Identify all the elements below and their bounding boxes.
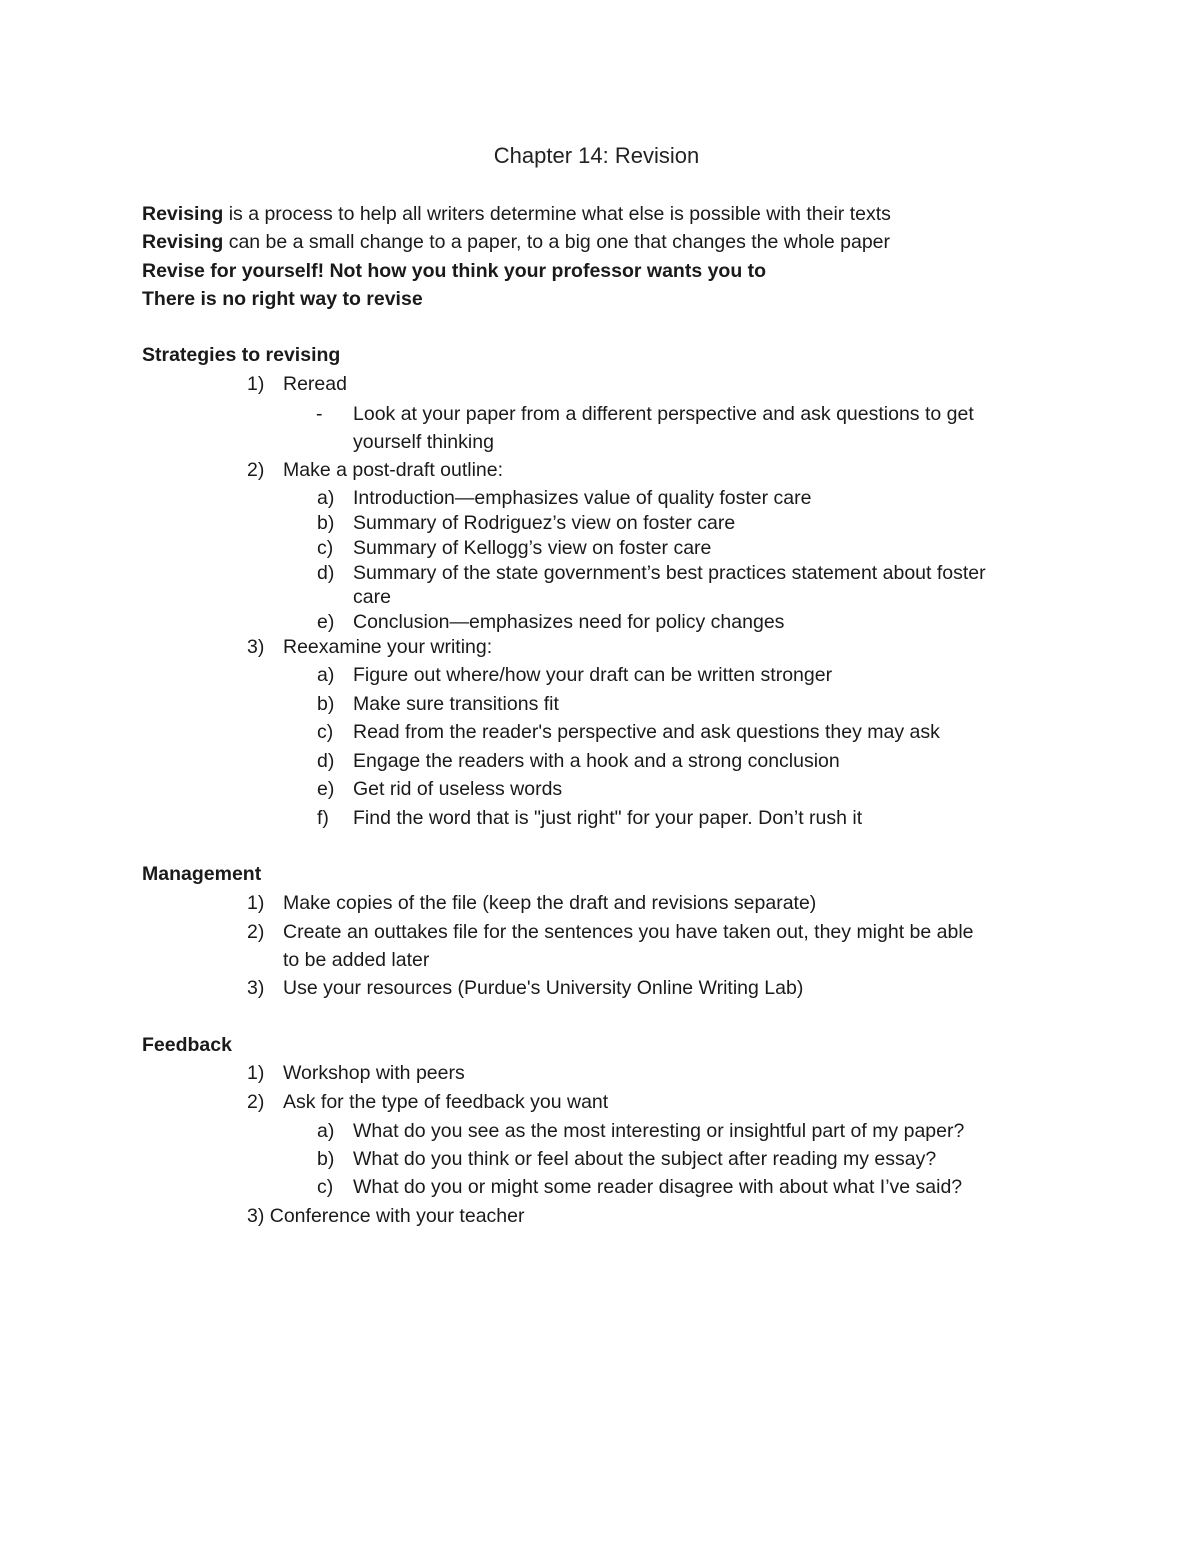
list-marker: e) [317,611,335,633]
list-marker: d) [317,562,335,584]
list-item-continuation: yourself thinking [353,431,494,453]
list-item: Look at your paper from a different perspective and ask questions to get [353,403,974,425]
intro-text: can be a small change to a paper, to a big one that changes the whole paper [223,231,891,253]
list-item: Summary of the state government’s best practices statement about foster [353,562,986,584]
list-marker: b) [317,693,335,715]
list-marker: c) [317,537,334,559]
intro-line-1 [142,202,891,226]
list-item: Reread [283,373,347,395]
intro-line-4: There is no right way to revise [142,288,423,310]
list-item: Get rid of useless words [353,778,563,800]
list-item: Summary of Kellogg’s view on foster care [353,537,712,559]
list-marker: e) [317,778,335,800]
list-marker: b) [317,512,335,534]
list-marker: 2) [247,1091,265,1113]
list-item: Introduction—emphasizes value of quality foster care [353,487,812,509]
list-marker: d) [317,750,335,772]
list-marker: 1) [247,1062,265,1084]
list-item: Find the word that is "just right" for your paper. Don’t rush it [353,807,863,829]
list-item: Make sure transitions fit [353,693,559,715]
list-marker: - [316,403,323,425]
intro-term: Revising [142,231,224,253]
list-item: 3) Conference with your teacher [247,1205,525,1227]
list-item: Summary of Rodriguez’s view on foster care [353,512,736,534]
list-item-continuation: care [353,586,391,608]
intro-term: Revising [142,203,224,225]
list-item: Read from the reader's perspective and ask questions they may ask [353,721,940,743]
intro-text: is a process to help all writers determine what else is possible with their texts [223,203,891,225]
list-item: Use your resources (Purdue's University Online Writing Lab) [283,977,804,999]
list-item: Make a post-draft outline: [283,459,504,481]
list-marker: b) [317,1148,335,1170]
section-heading-feedback: Feedback [142,1034,232,1056]
list-marker: 2) [247,921,265,943]
list-item: Figure out where/how your draft can be written stronger [353,664,833,686]
list-item: Workshop with peers [283,1062,465,1084]
list-marker: c) [317,721,334,743]
list-marker: 3) [247,977,265,999]
list-item: What do you or might some reader disagree with about what I’ve said? [353,1176,963,1198]
section-heading-strategies: Strategies to revising [142,344,341,366]
list-item: What do you think or feel about the subject after reading my essay? [353,1148,937,1170]
list-item: Ask for the type of feedback you want [283,1091,609,1113]
list-marker: 2) [247,459,265,481]
intro-line-2 [142,230,890,254]
page-title: Chapter 14: Revision [493,143,700,168]
list-item: Reexamine your writing: [283,636,493,658]
list-item: Conclusion—emphasizes need for policy changes [353,611,785,633]
list-item-continuation: to be added later [283,949,430,971]
list-item: What do you see as the most interesting or insightful part of my paper? [353,1120,965,1142]
list-marker: 3) [247,636,265,658]
list-marker: a) [317,1120,335,1142]
list-item: Engage the readers with a hook and a strong conclusion [353,750,840,772]
intro-line-3: Revise for yourself! Not how you think your professor wants you to [142,260,767,282]
list-marker: 1) [247,373,265,395]
section-heading-management: Management [142,863,262,885]
list-item: Make copies of the file (keep the draft and revisions separate) [283,892,817,914]
list-item: Create an outtakes file for the sentences you have taken out, they might be able [283,921,974,943]
list-marker: f) [317,807,329,829]
list-marker: c) [317,1176,334,1198]
list-marker: a) [317,664,335,686]
list-marker: a) [317,487,335,509]
list-marker: 1) [247,892,265,914]
